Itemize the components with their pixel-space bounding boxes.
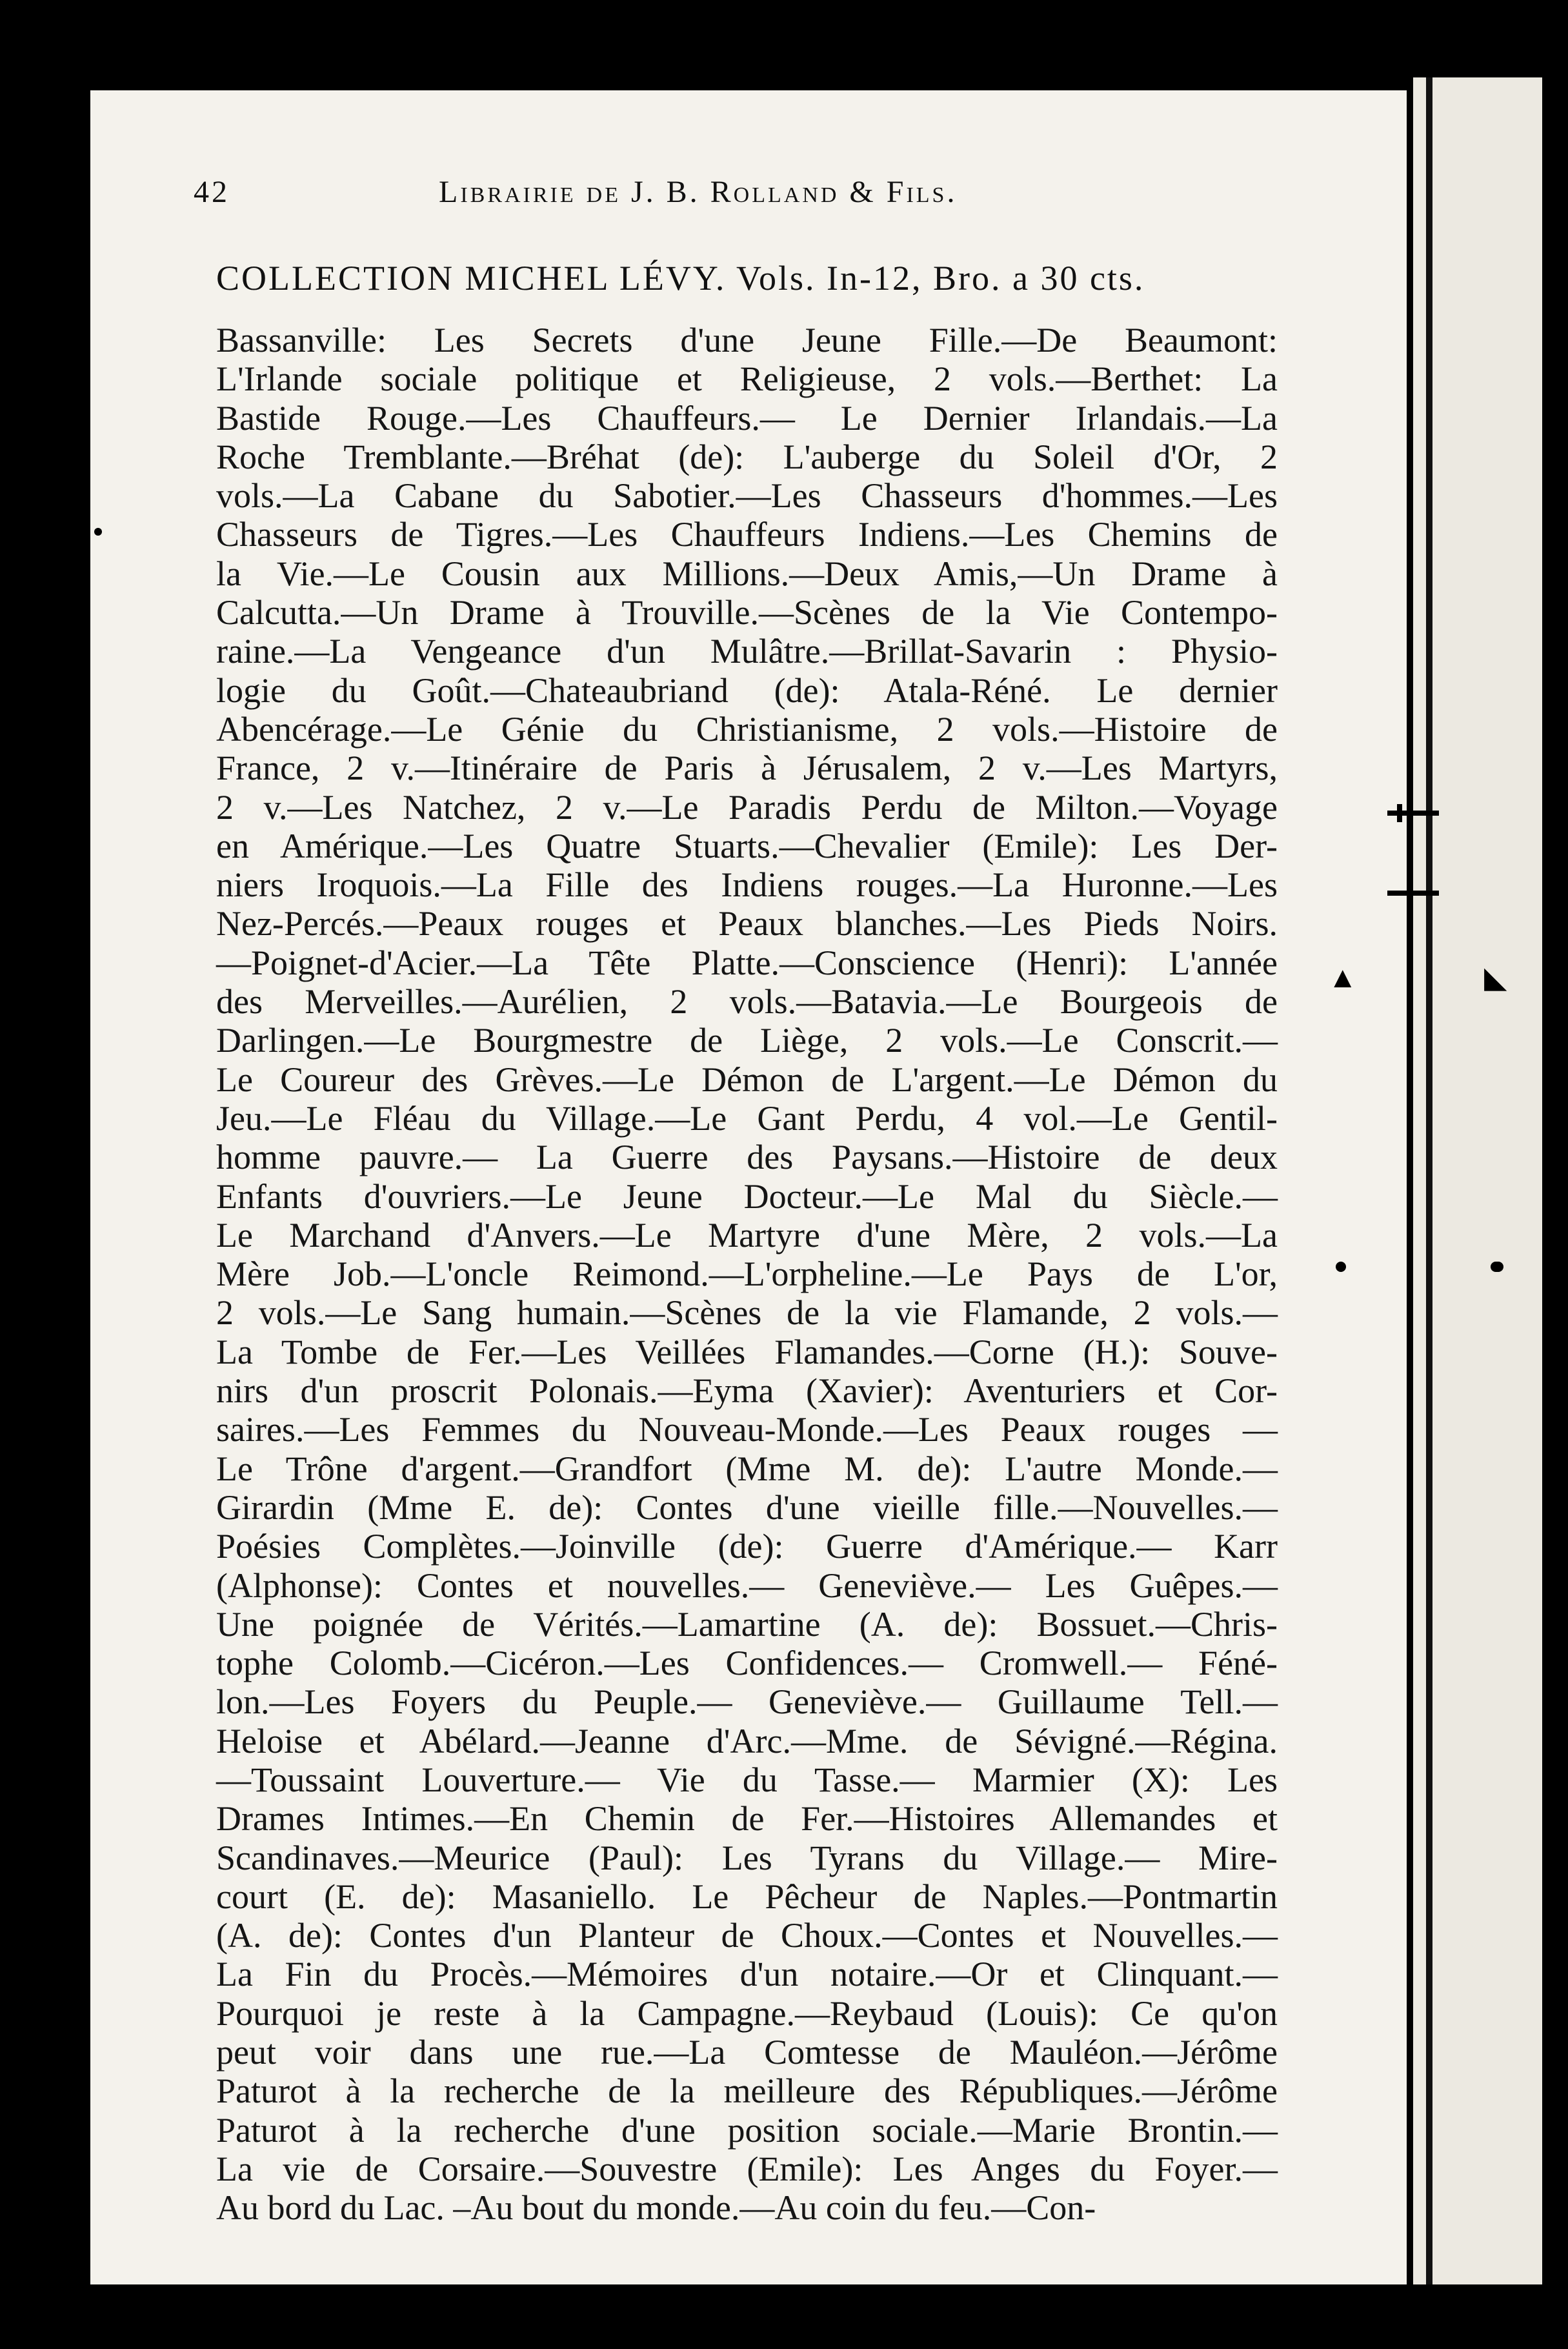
catalog-line: Pourquoi je reste à la Campagne.—Reybaud (Louis): Ce qu'on [216, 1993, 1278, 2033]
catalog-line: Enfants d'ouvriers.—Le Jeune Docteur.—Le Mal du Siècle.— [216, 1176, 1278, 1216]
catalog-line: Drames Intimes.—En Chemin de Fer.—Histoires Allemandes et [216, 1799, 1278, 1839]
catalog-line: Abencérage.—Le Génie du Christianisme, 2 vols.—Histoire de [216, 709, 1278, 749]
scan-dot [1336, 1262, 1346, 1272]
catalog-line: Girardin (Mme E. de): Contes d'une vieille fille.—Nouvelles.— [216, 1487, 1278, 1527]
catalog-line: Paturot à la recherche de la meilleure des Républiques.—Jérôme [216, 2072, 1278, 2111]
scan-tick-2 [1387, 891, 1439, 896]
scan-mark-right: ◣ [1484, 961, 1507, 994]
catalog-line: peut voir dans une rue.—La Comtesse de Mauléon.—Jérôme [216, 2033, 1278, 2072]
catalog-line: Le Coureur des Grèves.—Le Démon de L'argent.—Le Démon du [216, 1060, 1278, 1099]
catalog-line: Bassanville: Les Secrets d'une Jeune Fille.—De Beaumont: [216, 321, 1278, 359]
catalog-text [216, 321, 1278, 2228]
margin-dot [94, 528, 102, 536]
catalog-line: homme pauvre.— La Guerre des Paysans.—Histoire de deux [216, 1138, 1278, 1177]
catalog-line: 2 vols.—Le Sang humain.—Scènes de la vie Flamande, 2 vols.— [216, 1293, 1278, 1333]
scan-dot-right [1491, 1262, 1503, 1272]
catalog-line: en Amérique.—Les Quatre Stuarts.—Chevalier (Emile): Les Der- [216, 826, 1278, 865]
catalog-line: Bastide Rouge.—Les Chauffeurs.— Le Dernier Irlandais.—La [216, 398, 1278, 438]
catalog-line: Le Trône d'argent.—Grandfort (Mme M. de): L'autre Monde.— [216, 1449, 1278, 1488]
catalog-line: logie du Goût.—Chateaubriand (de): Atala-Réné. Le dernier [216, 670, 1278, 710]
catalog-line: —Toussaint Louverture.— Vie du Tasse.— Marmier (X): Les [216, 1760, 1278, 1799]
catalog-line: (Alphonse): Contes et nouvelles.— Geneviève.— Les Guêpes.— [216, 1566, 1278, 1605]
catalog-line: Au bord du Lac. –Au bout du monde.—Au coin du feu.—Con- [216, 2188, 1096, 2228]
scan-mark-left: ▲ [1328, 961, 1358, 994]
page-number: 42 [194, 175, 230, 209]
catalog-line: saires.—Les Femmes du Nouveau-Monde.—Les Peaux rouges — [216, 1410, 1278, 1449]
catalog-line: 2 v.—Les Natchez, 2 v.—Le Paradis Perdu de Milton.—Voyage [216, 787, 1278, 827]
catalog-line: niers Iroquois.—La Fille des Indiens rouges.—La Huronne.—Les [216, 865, 1278, 905]
catalog-line: Scandinaves.—Meurice (Paul): Les Tyrans du Village.— Mire- [216, 1838, 1278, 1877]
catalog-line: (A. de): Contes d'un Planteur de Choux.—Contes et Nouvelles.— [216, 1916, 1278, 1955]
catalog-line: lon.—Les Foyers du Peuple.— Geneviève.— Guillaume Tell.— [216, 1682, 1278, 1722]
catalog-line: Calcutta.—Un Drame à Trouville.—Scènes de la Vie Contempo- [216, 593, 1278, 632]
running-title: Librairie de J. B. Rolland & Fils. [439, 175, 958, 209]
catalog-line: Le Marchand d'Anvers.—Le Martyre d'une Mère, 2 vols.—La [216, 1215, 1278, 1255]
catalog-line: La vie de Corsaire.—Souvestre (Emile): Les Anges du Foyer.— [216, 2149, 1278, 2188]
catalog-line: des Merveilles.—Aurélien, 2 vols.—Batavia.—Le Bourgeois de [216, 982, 1278, 1022]
catalog-line: L'Irlande sociale politique et Religieuse, 2 vols.—Berthet: La [216, 359, 1278, 399]
catalog-line: France, 2 v.—Itinéraire de Paris à Jérusalem, 2 v.—Les Martyrs, [216, 749, 1278, 788]
catalog-line: court (E. de): Masaniello. Le Pêcheur de Naples.—Pontmartin [216, 1877, 1278, 1916]
page-gutter-line [1426, 77, 1432, 2284]
catalog-line: Roche Tremblante.—Bréhat (de): L'auberge du Soleil d'Or, 2 [216, 437, 1278, 476]
catalog-line: La Fin du Procès.—Mémoires d'un notaire.—Or et Clinquant.— [216, 1955, 1278, 1994]
catalog-line: Nez-Percés.—Peaux rouges et Peaux blanches.—Les Pieds Noirs. [216, 904, 1278, 943]
catalog-line: Heloise et Abélard.—Jeanne d'Arc.—Mme. de Sévigné.—Régina. [216, 1721, 1278, 1760]
catalog-line: Une poignée de Vérités.—Lamartine (A. de): Bossuet.—Chris- [216, 1604, 1278, 1644]
collection-heading: COLLECTION MICHEL LÉVY. Vols. In-12, Bro. a 30 cts. [216, 259, 1145, 297]
catalog-line: Mère Job.—L'oncle Reimond.—L'orpheline.—Le Pays de L'or, [216, 1255, 1278, 1294]
catalog-line: Poésies Complètes.—Joinville (de): Guerre d'Amérique.— Karr [216, 1527, 1278, 1566]
catalog-line: la Vie.—Le Cousin aux Millions.—Deux Amis,—Un Drame à [216, 554, 1278, 593]
catalog-line: raine.—La Vengeance d'un Mulâtre.—Brillat-Savarin : Physio- [216, 632, 1278, 671]
adjacent-page-edge [1413, 77, 1542, 2284]
catalog-line: nirs d'un proscrit Polonais.—Eyma (Xavier): Aventuriers et Cor- [216, 1371, 1278, 1411]
catalog-line: Paturot à la recherche d'une position sociale.—Marie Brontin.— [216, 2110, 1278, 2150]
catalog-line: tophe Colomb.—Cicéron.—Les Confidences.— Cromwell.— Féné- [216, 1644, 1278, 1683]
catalog-line: Darlingen.—Le Bourgmestre de Liège, 2 vols.—Le Conscrit.— [216, 1021, 1278, 1060]
catalog-line: vols.—La Cabane du Sabotier.—Les Chasseurs d'hommes.—Les [216, 476, 1278, 516]
catalog-line: Chasseurs de Tigres.—Les Chauffeurs Indiens.—Les Chemins de [216, 515, 1278, 554]
catalog-line: —Poignet-d'Acier.—La Tête Platte.—Conscience (Henri): L'année [216, 943, 1278, 982]
scan-tick-vertical [1397, 804, 1402, 822]
scan-tick [1387, 811, 1439, 816]
catalog-line: La Tombe de Fer.—Les Veillées Flamandes.—Corne (H.): Souve- [216, 1332, 1278, 1371]
catalog-line: Jeu.—Le Fléau du Village.—Le Gant Perdu, 4 vol.—Le Gentil- [216, 1098, 1278, 1138]
